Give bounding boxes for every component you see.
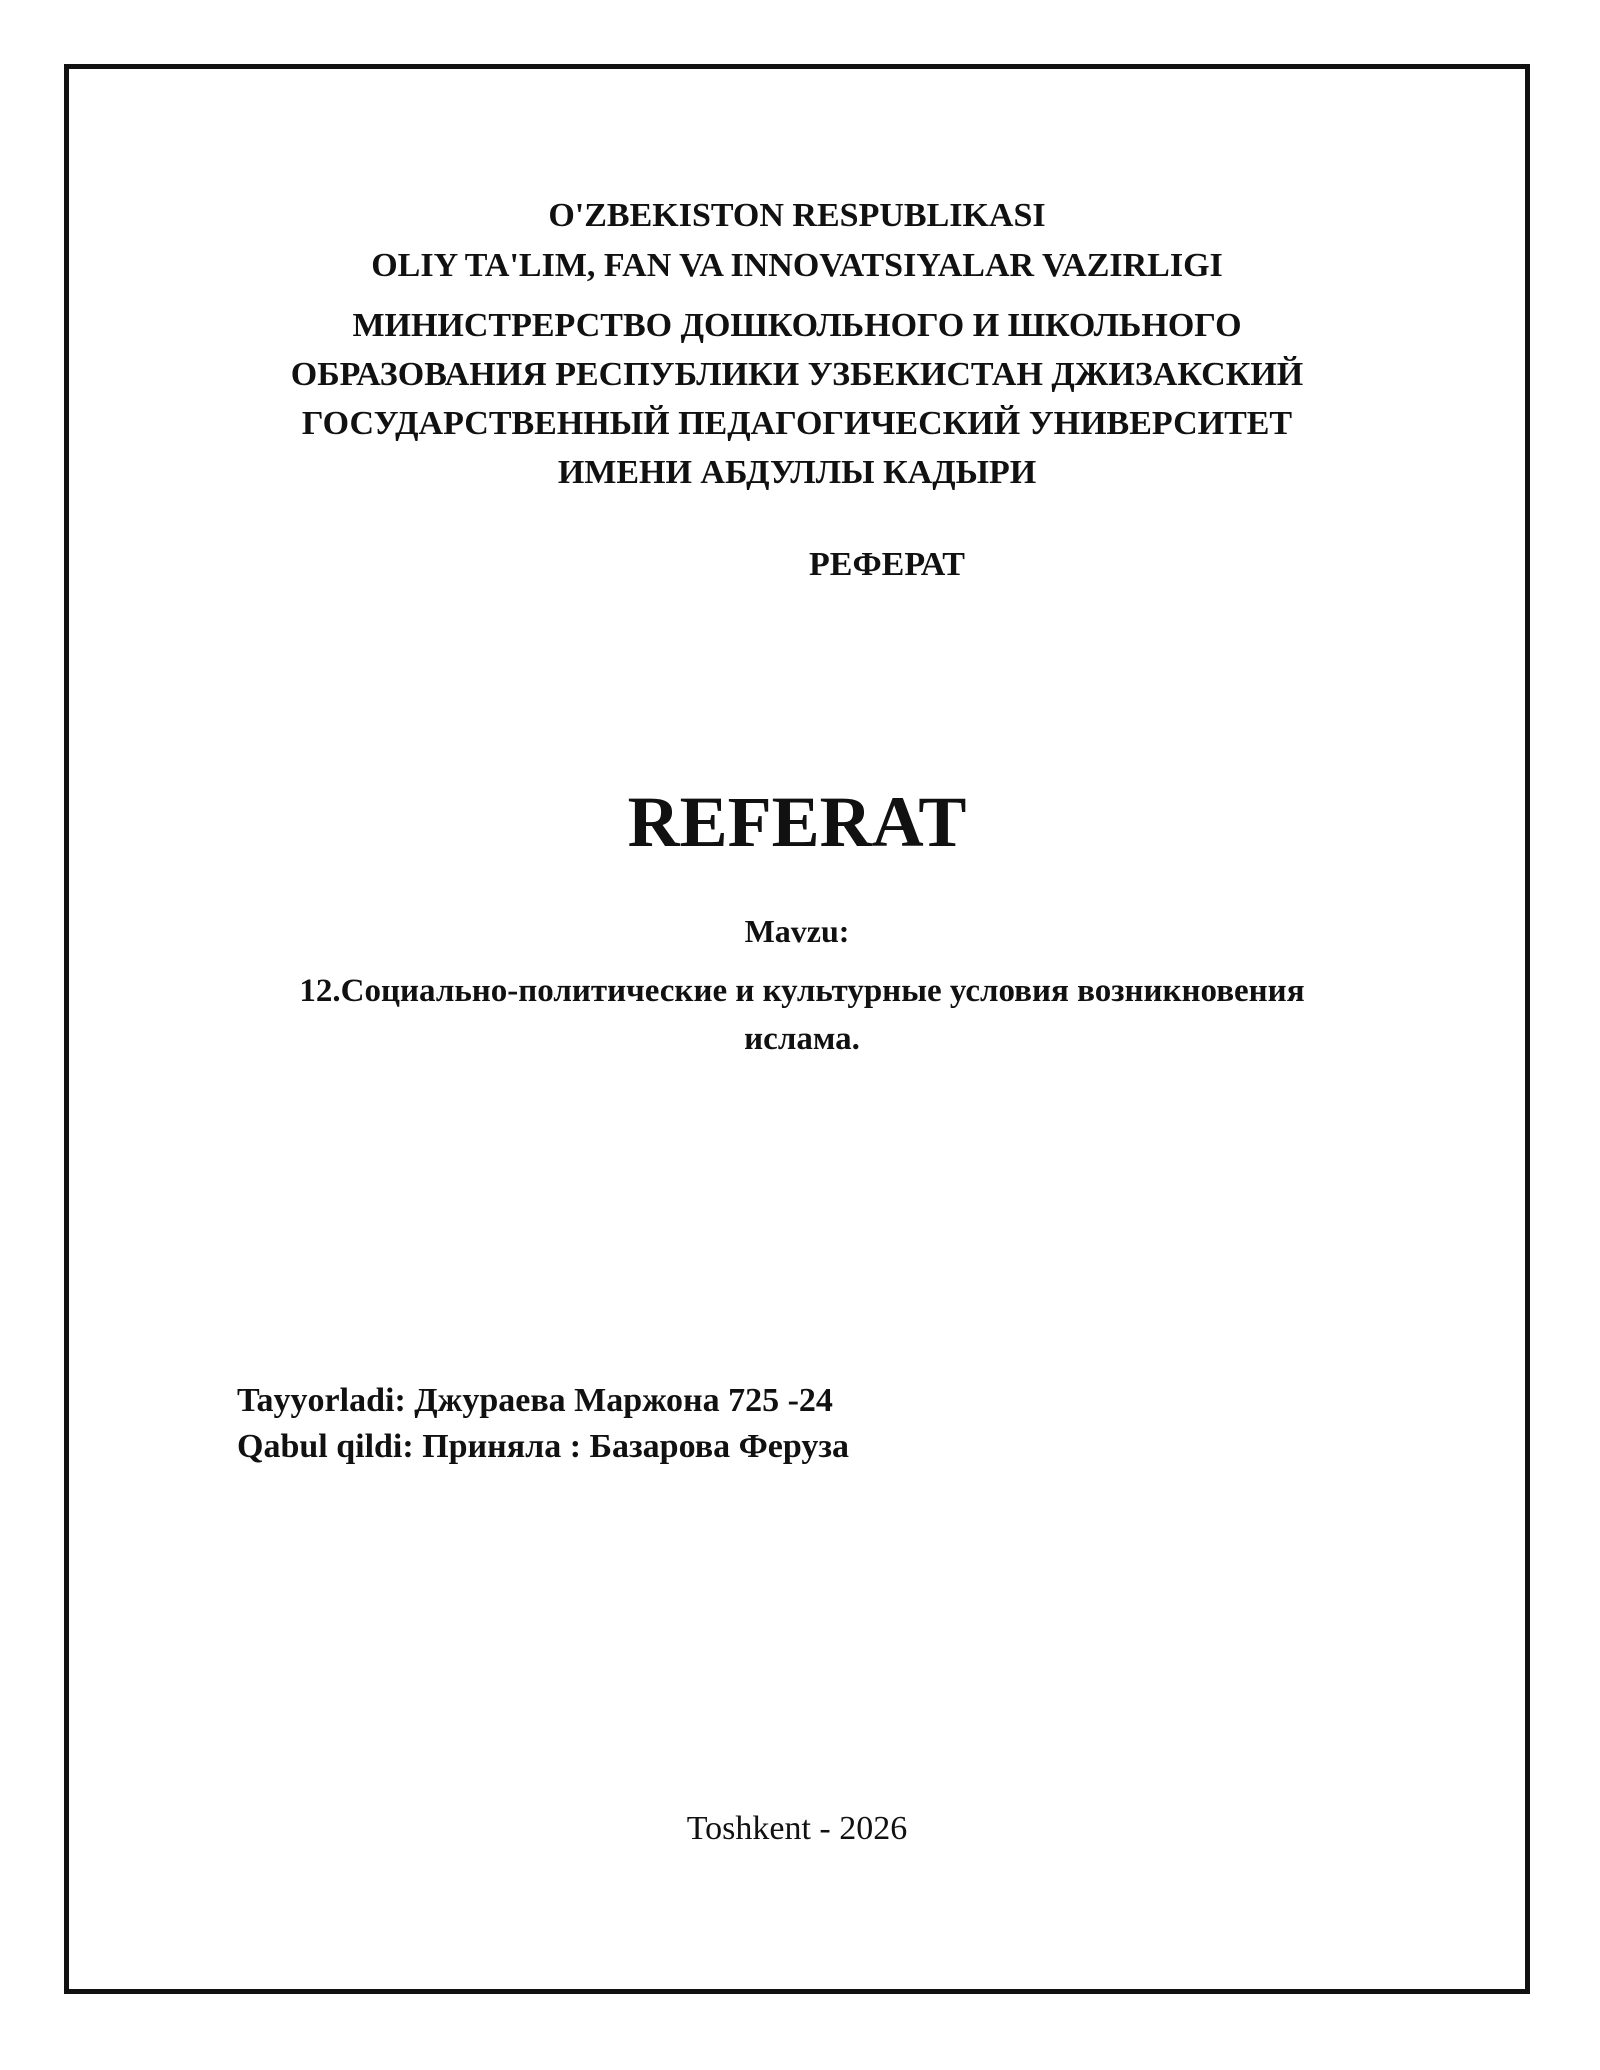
cyrillic-header-line-4: ИМЕНИ АБДУЛЛЫ КАДЫРИ [557, 454, 1037, 491]
cyrillic-header-line-2: ОБРАЗОВАНИЯ РЕСПУБЛИКИ УЗБЕКИСТАН ДЖИЗАКСКИЙ [290, 356, 1304, 393]
prepared-by: Tayyorladi: Джураева Маржона 725 -24 [237, 1382, 833, 1419]
referat-russian-heading: РЕФЕРАТ [809, 546, 965, 583]
accepted-by: Qabul qildi: Приняла : Базарова Феруза [237, 1428, 849, 1465]
ministry-header-latin [69, 191, 1525, 291]
topic-label: Mavzu: [744, 913, 850, 949]
ministry-line: OLIY TA'LIM, FAN VA INNOVATSIYALAR VAZIRLIGI [371, 247, 1223, 284]
ministry-header-cyrillic [69, 301, 1525, 497]
cyrillic-header-line-3: ГОСУДАРСТВЕННЫЙ ПЕДАГОГИЧЕСКИЙ УНИВЕРСИТЕТ [301, 405, 1293, 442]
cyrillic-header-line-1: МИНИСТРЕРСТВО ДОШКОЛЬНОГО И ШКОЛЬНОГО [352, 307, 1242, 344]
republic-line: O'ZBEKISTON RESPUBLIKASI [548, 197, 1046, 234]
place-and-year: Toshkent - 2026 [686, 1810, 908, 1847]
page-border [64, 64, 1530, 1994]
document-title: REFERAT [627, 782, 967, 862]
topic-text: 12.Социально-политические и культурные условия возникновения ислама. [299, 973, 1305, 1057]
